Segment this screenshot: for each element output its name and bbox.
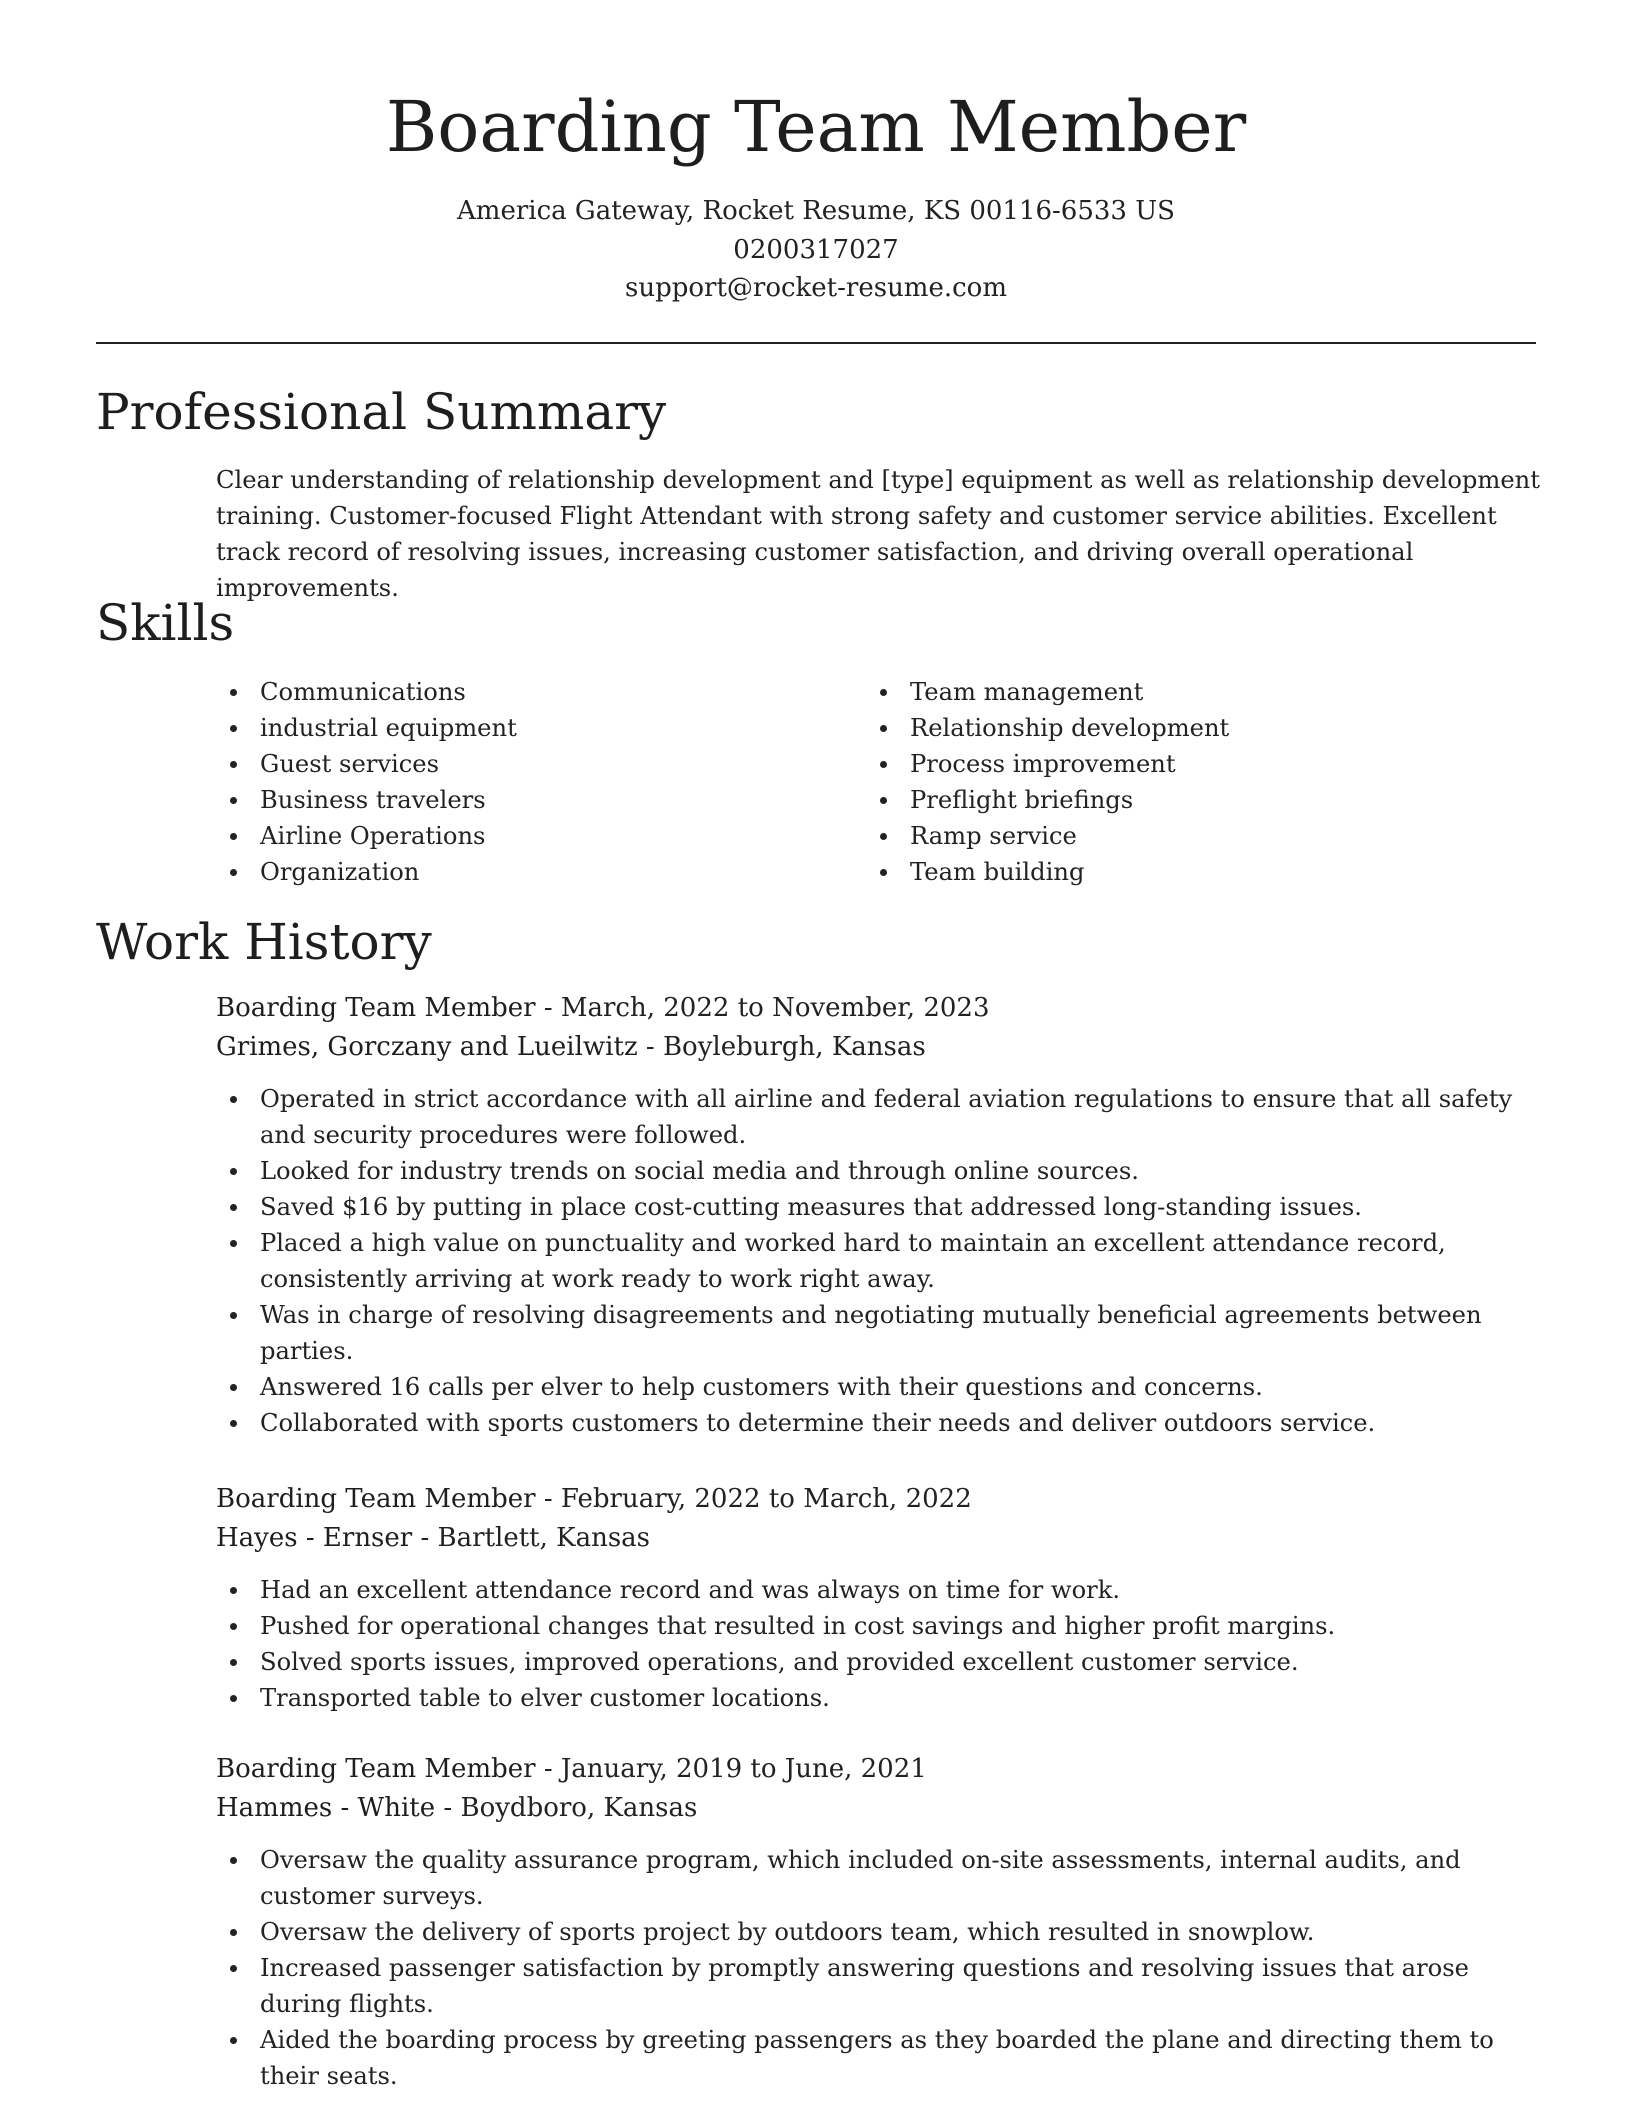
skill-item: Organization <box>216 854 517 890</box>
job-bullet: Was in charge of resolving disagreements and negotiating mutually beneficial agreements between parties. <box>216 1297 1546 1369</box>
address: America Gateway, Rocket Resume, KS 00116-6533 US <box>457 196 1175 226</box>
job-title-line <box>216 1750 1546 1789</box>
job-bullet: Saved $16 by putting in place cost-cutting measures that addressed long-standing issues. <box>216 1189 1546 1225</box>
job-title: Boarding Team Member <box>216 1754 536 1784</box>
email: support@rocket-resume.com <box>624 273 1007 303</box>
phone: 0200317027 <box>733 234 899 265</box>
contact-block <box>0 192 1632 308</box>
skill-item: Process improvement <box>866 746 1229 782</box>
job-bullet: Increased passenger satisfaction by promptly answering questions and resolving issues that arose during flights. <box>216 1950 1546 2022</box>
job-title: Boarding Team Member <box>216 1484 536 1514</box>
job-bullets <box>216 1081 1546 1441</box>
skill-item: Communications <box>216 674 517 710</box>
job-bullet: Collaborated with sports customers to determine their needs and deliver outdoors service. <box>216 1405 1546 1441</box>
summary-heading: Professional Summary <box>96 383 667 441</box>
job-employer-line <box>216 1028 1546 1067</box>
job-entry <box>216 1750 1546 2094</box>
job-bullets <box>216 1842 1546 2094</box>
job-location: - Bartlett, Kansas <box>412 1523 651 1553</box>
candidate-name: Boarding Team Member <box>385 86 1247 168</box>
job-title: Boarding Team Member <box>216 993 536 1023</box>
job-bullet: Aided the boarding process by greeting passengers as they boarded the plane and directing them to their seats. <box>216 2022 1546 2094</box>
skill-item: Team management <box>866 674 1229 710</box>
skill-item: Team building <box>866 854 1229 890</box>
job-dates: - January, 2019 to June, 2021 <box>535 1754 927 1784</box>
job-bullet: Pushed for operational changes that resulted in cost savings and higher profit margins. <box>216 1608 1546 1644</box>
skill-item: Preflight briefings <box>866 782 1229 818</box>
job-employer: Hayes - Ernser <box>216 1523 413 1553</box>
job-employer-line <box>216 1789 1546 1828</box>
job-bullet: Solved sports issues, improved operations, and provided excellent customer service. <box>216 1644 1546 1680</box>
job-entry <box>216 1480 1546 1716</box>
skill-item: Airline Operations <box>216 818 517 854</box>
job-dates: - February, 2022 to March, 2022 <box>535 1484 972 1514</box>
skill-item: Guest services <box>216 746 517 782</box>
skill-item: Ramp service <box>866 818 1229 854</box>
job-bullets <box>216 1572 1546 1716</box>
work-history-heading: Work History <box>96 913 432 971</box>
job-bullet: Had an excellent attendance record and was always on time for work. <box>216 1572 1546 1608</box>
job-title-line <box>216 989 1546 1028</box>
job-dates: - March, 2022 to November, 2023 <box>535 993 990 1023</box>
skills-column-right <box>866 674 1229 890</box>
skill-item: industrial equipment <box>216 710 517 746</box>
job-employer-line <box>216 1519 1546 1558</box>
job-entry <box>216 989 1546 1441</box>
summary-text: Clear understanding of relationship development and [type] equipment as well as relationship development training. Customer-focused Flight Attendant with strong safety and customer service abilities. Excellent track record of resolving issues, increasing customer satisfaction, and driving overall operational improvements. <box>216 466 1540 602</box>
job-bullet: Oversaw the delivery of sports project by outdoors team, which resulted in snowplow. <box>216 1914 1546 1950</box>
job-location: - Boyleburgh, Kansas <box>637 1032 926 1062</box>
job-bullet: Oversaw the quality assurance program, which included on-site assessments, internal audits, and customer surveys. <box>216 1842 1546 1914</box>
skill-item: Relationship development <box>866 710 1229 746</box>
skill-item: Business travelers <box>216 782 517 818</box>
job-bullet: Placed a high value on punctuality and worked hard to maintain an excellent attendance record, consistently arriving at work ready to work right away. <box>216 1225 1546 1297</box>
job-employer: Hammes - White <box>216 1793 436 1823</box>
job-bullet: Looked for industry trends on social media and through online sources. <box>216 1153 1546 1189</box>
skills-heading: Skills <box>96 594 235 652</box>
job-bullet: Answered 16 calls per elver to help customers with their questions and concerns. <box>216 1369 1546 1405</box>
job-employer: Grimes, Gorczany and Lueilwitz <box>216 1032 638 1062</box>
header-divider <box>96 342 1536 344</box>
skills-column-left <box>216 674 517 890</box>
job-bullet: Transported table to elver customer locations. <box>216 1680 1546 1716</box>
job-title-line <box>216 1480 1546 1519</box>
job-location: - Boydboro, Kansas <box>435 1793 698 1823</box>
job-bullet: Operated in strict accordance with all airline and federal aviation regulations to ensure that all safety and security procedures were followed. <box>216 1081 1546 1153</box>
